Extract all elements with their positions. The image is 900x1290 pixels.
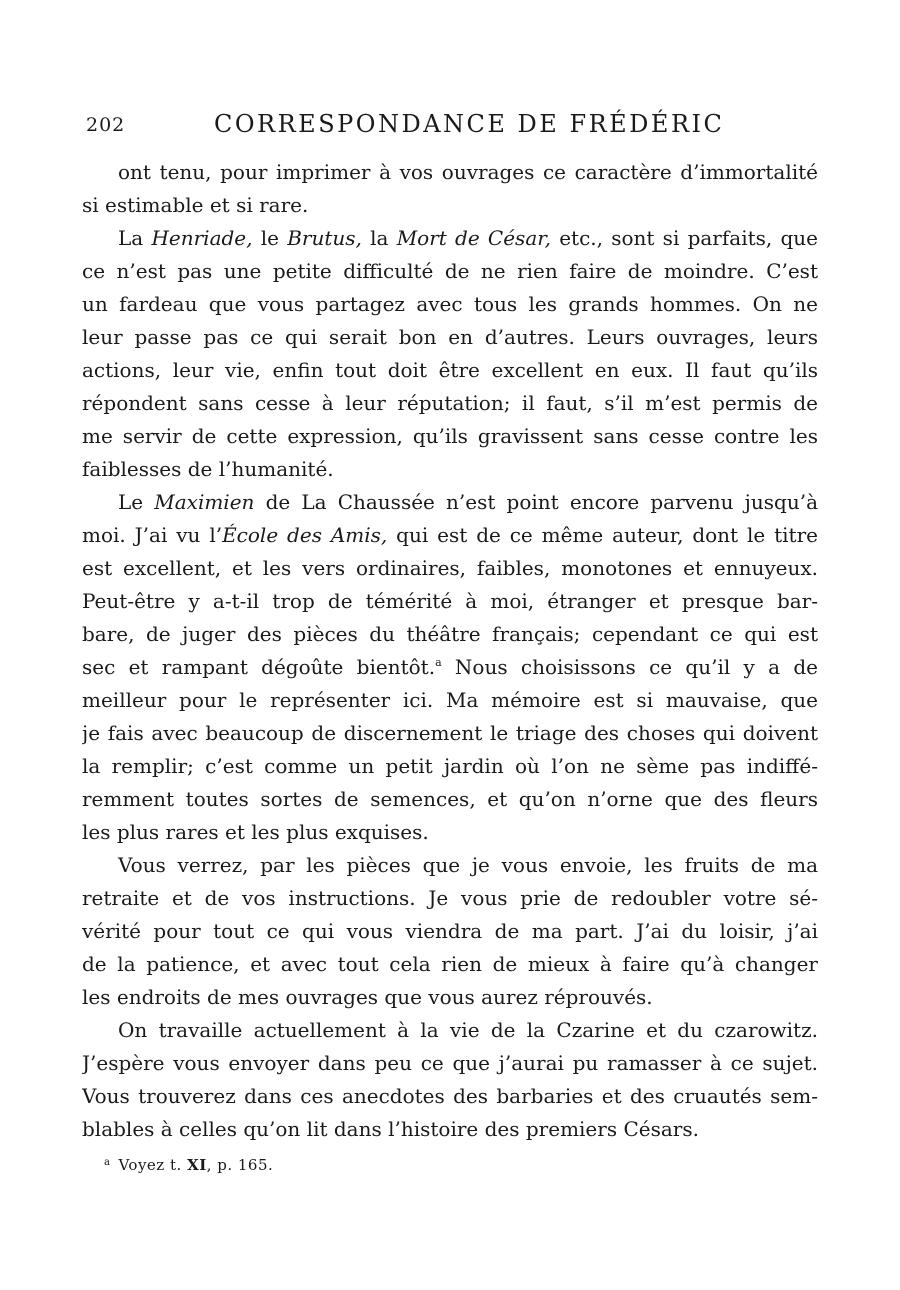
text-line: de la patience, et avec tout cela rien de mieux à faire qu’à changer [82, 952, 818, 976]
text-line: répondent sans cesse à leur réputation; il faut, s’il m’est permis de [82, 391, 818, 415]
text-line: est excellent, et les vers ordinaires, faibles, monotones et ennuyeux. [82, 556, 818, 580]
text-run: le [252, 226, 288, 250]
page-number: 202 [86, 114, 126, 136]
text-line: les endroits de mes ouvrages que vous aurez réprouvés. [82, 985, 653, 1009]
text-line: bare, de juger des pièces du théâtre français; cependant ce qui est [82, 622, 818, 646]
text-line: si estimable et si rare. [82, 193, 309, 217]
text-line [82, 222, 818, 255]
text-line: faiblesses de l’humanité. [82, 457, 334, 481]
footnote [104, 1156, 273, 1174]
text-line [82, 651, 818, 684]
text-run: de La Chaussée n’est point encore parvenu jusqu’à [254, 490, 818, 514]
running-head [86, 110, 816, 140]
text-line: vérité pour tout ce qui vous viendra de ma part. J’ai du loisir, j’ai [82, 919, 818, 943]
text-line: ce n’est pas une petite difficulté de ne rien faire de moindre. C’est [82, 259, 818, 283]
text-line [82, 486, 818, 519]
footnote-volume: XI [187, 1156, 207, 1174]
paragraph [82, 156, 818, 222]
footnote-marker: a [104, 1157, 111, 1168]
text-run: etc., sont si parfaits, que [550, 226, 818, 250]
text-line: On travaille actuellement à la vie de la Czarine et du czarowitz. [118, 1018, 818, 1042]
text-run: Nous choisissons ce qu’il y a de [441, 655, 818, 679]
italic-title: Henriade, [151, 226, 253, 250]
italic-title: Maximien [154, 490, 255, 514]
text-line: meilleur pour le représenter ici. Ma mémoire est si mauvaise, que [82, 688, 818, 712]
text-line: J’espère vous envoyer dans peu ce que j’aurai pu ramasser à ce sujet. [82, 1051, 818, 1075]
paragraph [82, 222, 818, 486]
running-title: CORRESPONDANCE DE FRÉDÉRIC [214, 110, 725, 138]
text-line: me servir de cette expression, qu’ils gravissent sans cesse contre les [82, 424, 818, 448]
paragraph [82, 486, 818, 849]
paragraph [82, 849, 818, 1014]
text-run: Le [118, 490, 155, 514]
italic-title: École des Amis, [222, 523, 388, 547]
paragraph [82, 1014, 818, 1146]
text-line: Peut-être y a-t-il trop de témérité à moi, étranger et presque bar- [82, 589, 818, 613]
text-run: La [118, 226, 152, 250]
text-line: actions, leur vie, enfin tout doit être excellent en eux. Il faut qu’ils [82, 358, 818, 382]
text-run: sec et rampant dégoûte bientôt. [82, 655, 436, 679]
text-line: remment toutes sortes de semences, et qu’on n’orne que des fleurs [82, 787, 818, 811]
text-line [82, 519, 818, 552]
text-run: qui est de ce même auteur, dont le titre [387, 523, 818, 547]
italic-title: Brutus, [287, 226, 362, 250]
text-line: la remplir; c’est comme un petit jardin où l’on ne sème pas indiffé- [82, 754, 818, 778]
text-line: ont tenu, pour imprimer à vos ouvrages ce caractère d’immortalité [118, 160, 818, 184]
footnote-reference: a [435, 656, 442, 669]
text-line: les plus rares et les plus exquises. [82, 820, 429, 844]
italic-title: Mort de César, [396, 226, 551, 250]
text-line: Vous trouverez dans ces anecdotes des barbaries et des cruautés sem- [82, 1084, 818, 1108]
text-line: un fardeau que vous partagez avec tous les grands hommes. On ne [82, 292, 818, 316]
text-run: moi. J’ai vu l’ [82, 523, 223, 547]
text-line: blables à celles qu’on lit dans l’histoire des premiers Césars. [82, 1117, 699, 1141]
body-text [82, 156, 818, 1146]
footnote-prefix: Voyez t. [118, 1156, 182, 1174]
footnote-suffix: , p. 165. [206, 1156, 274, 1174]
text-line: je fais avec beaucoup de discernement le triage des choses qui doivent [82, 721, 818, 745]
text-line: Vous verrez, par les pièces que je vous envoie, les fruits de ma [118, 853, 818, 877]
text-line: retraite et de vos instructions. Je vous prie de redoubler votre sé- [82, 886, 818, 910]
text-line: leur passe pas ce qui serait bon en d’autres. Leurs ouvrages, leurs [82, 325, 818, 349]
text-run: la [361, 226, 397, 250]
